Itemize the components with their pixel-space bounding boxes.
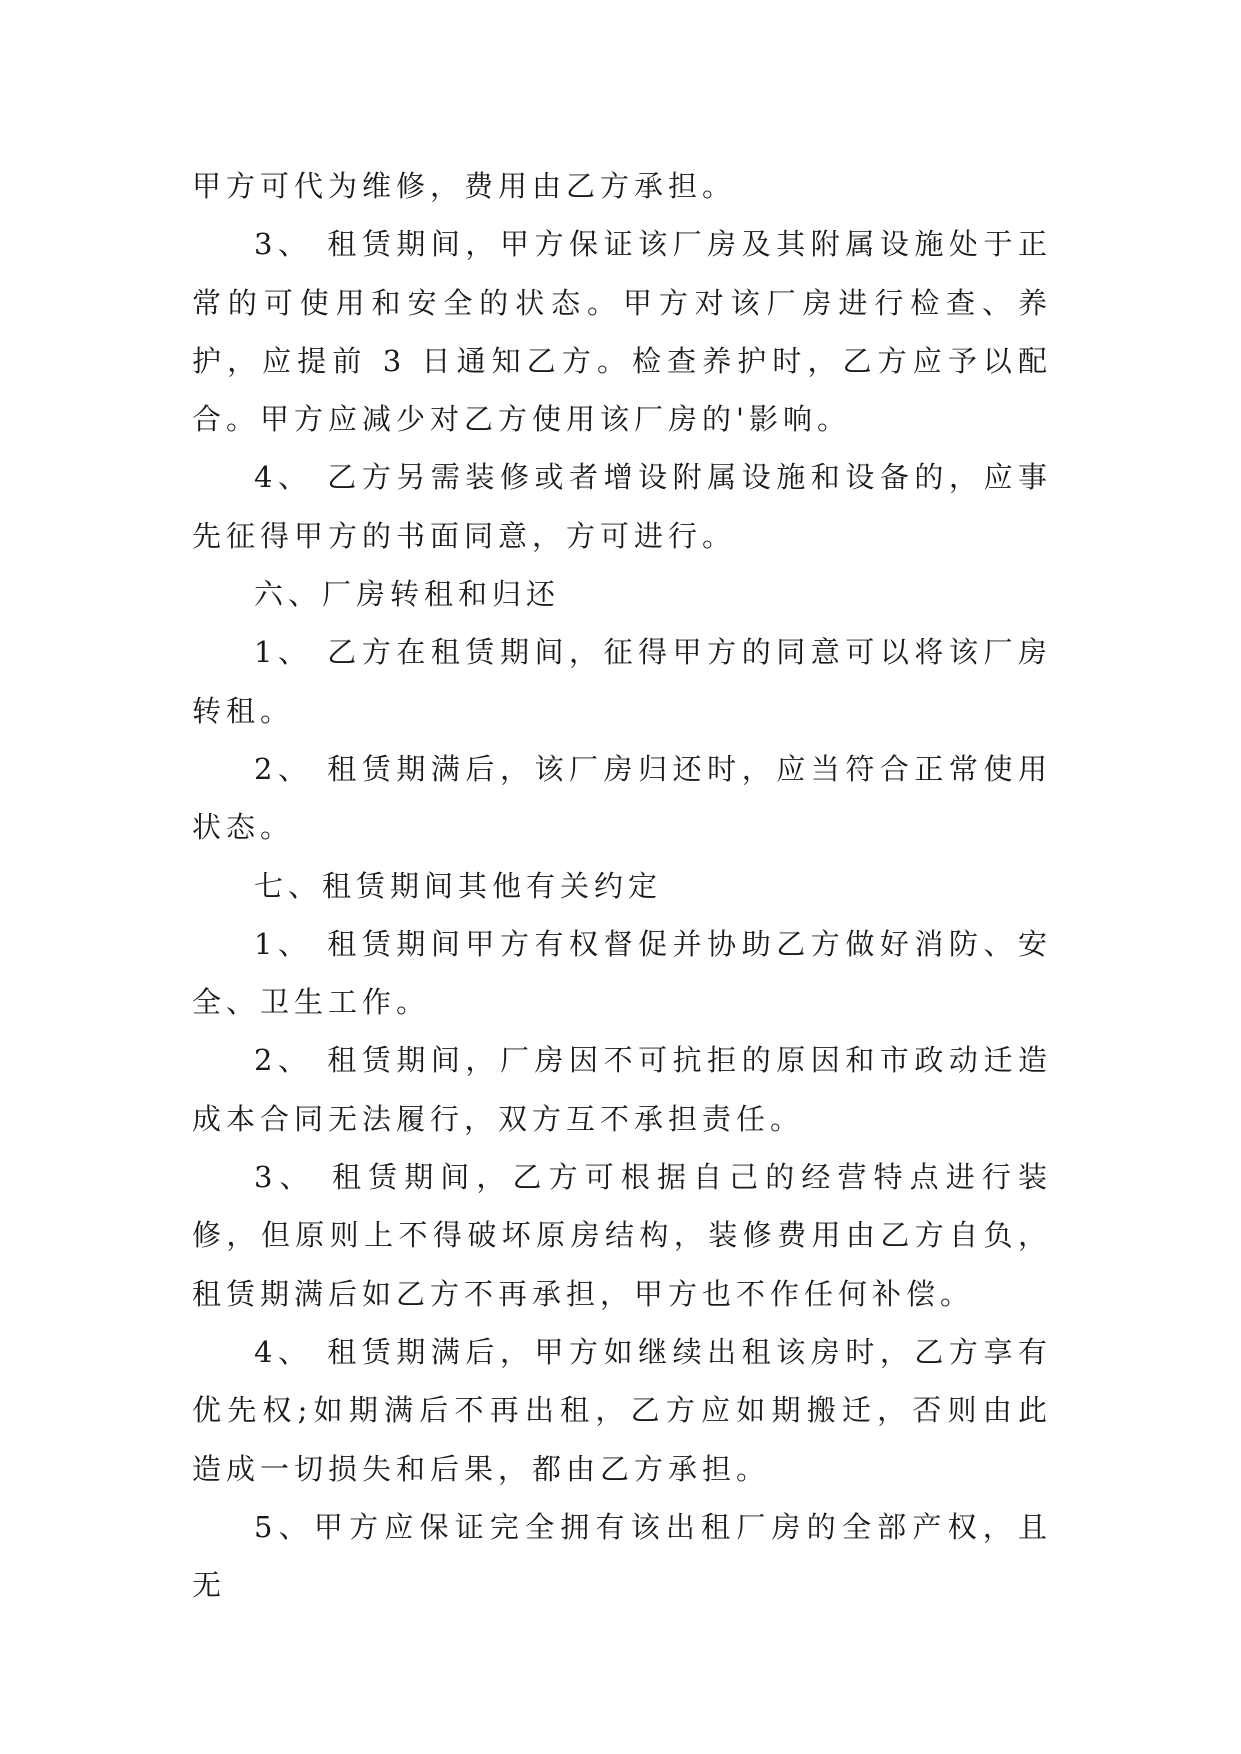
clause-5-4: 4、 乙方另需装修或者增设附属设施和设备的，应事先征得甲方的书面同意，方可进行。: [192, 460, 1052, 553]
clause-7-3: 3、 租赁期间，乙方可根据自己的经营特点进行装修，但原则上不得破坏原房结构，装修费用由乙方自负，租赁期满后如乙方不再承担，甲方也不作任何补偿。: [192, 1160, 1052, 1311]
clause-5-3: 3、 租赁期间，甲方保证该厂房及其附属设施处于正常的可使用和安全的状态。甲方对该厂房进行检查、养护，应提前 3 日通知乙方。检查养护时，乙方应予以配合。甲方应减少对乙方使用该厂房的'影响。: [192, 227, 1052, 437]
clause-7-1: 1、 租赁期间甲方有权督促并协助乙方做好消防、安全、卫生工作。: [192, 926, 1052, 1020]
section-heading-7: 七、租赁期间其他有关约定: [254, 868, 663, 903]
clause-7-2: 2、 租赁期间，厂房因不可抗拒的原因和市政动迁造成本合同无法履行，双方互不承担责任。: [192, 1043, 1052, 1136]
section-heading-6: 六、厂房转租和归还: [254, 577, 561, 612]
clause-6-1: 1、 乙方在租赁期间，征得甲方的同意可以将该厂房转租。: [192, 635, 1052, 728]
clause-6-2: 2、 租赁期满后，该厂房归还时，应当符合正常使用状态。: [192, 751, 1052, 845]
clause-7-4: 4、 租赁期满后，甲方如继续出租该房时，乙方享有优先权;如期满后不再出租，乙方应如期搬迁，否则由此造成一切损失和后果，都由乙方承担。: [192, 1334, 1052, 1486]
paragraph-continuation: 甲方可代为维修，费用由乙方承担。: [192, 169, 737, 203]
clause-7-5: 5、甲方应保证完全拥有该出租厂房的全部产权，且无: [192, 1509, 1052, 1603]
document-body: [192, 157, 1052, 1614]
